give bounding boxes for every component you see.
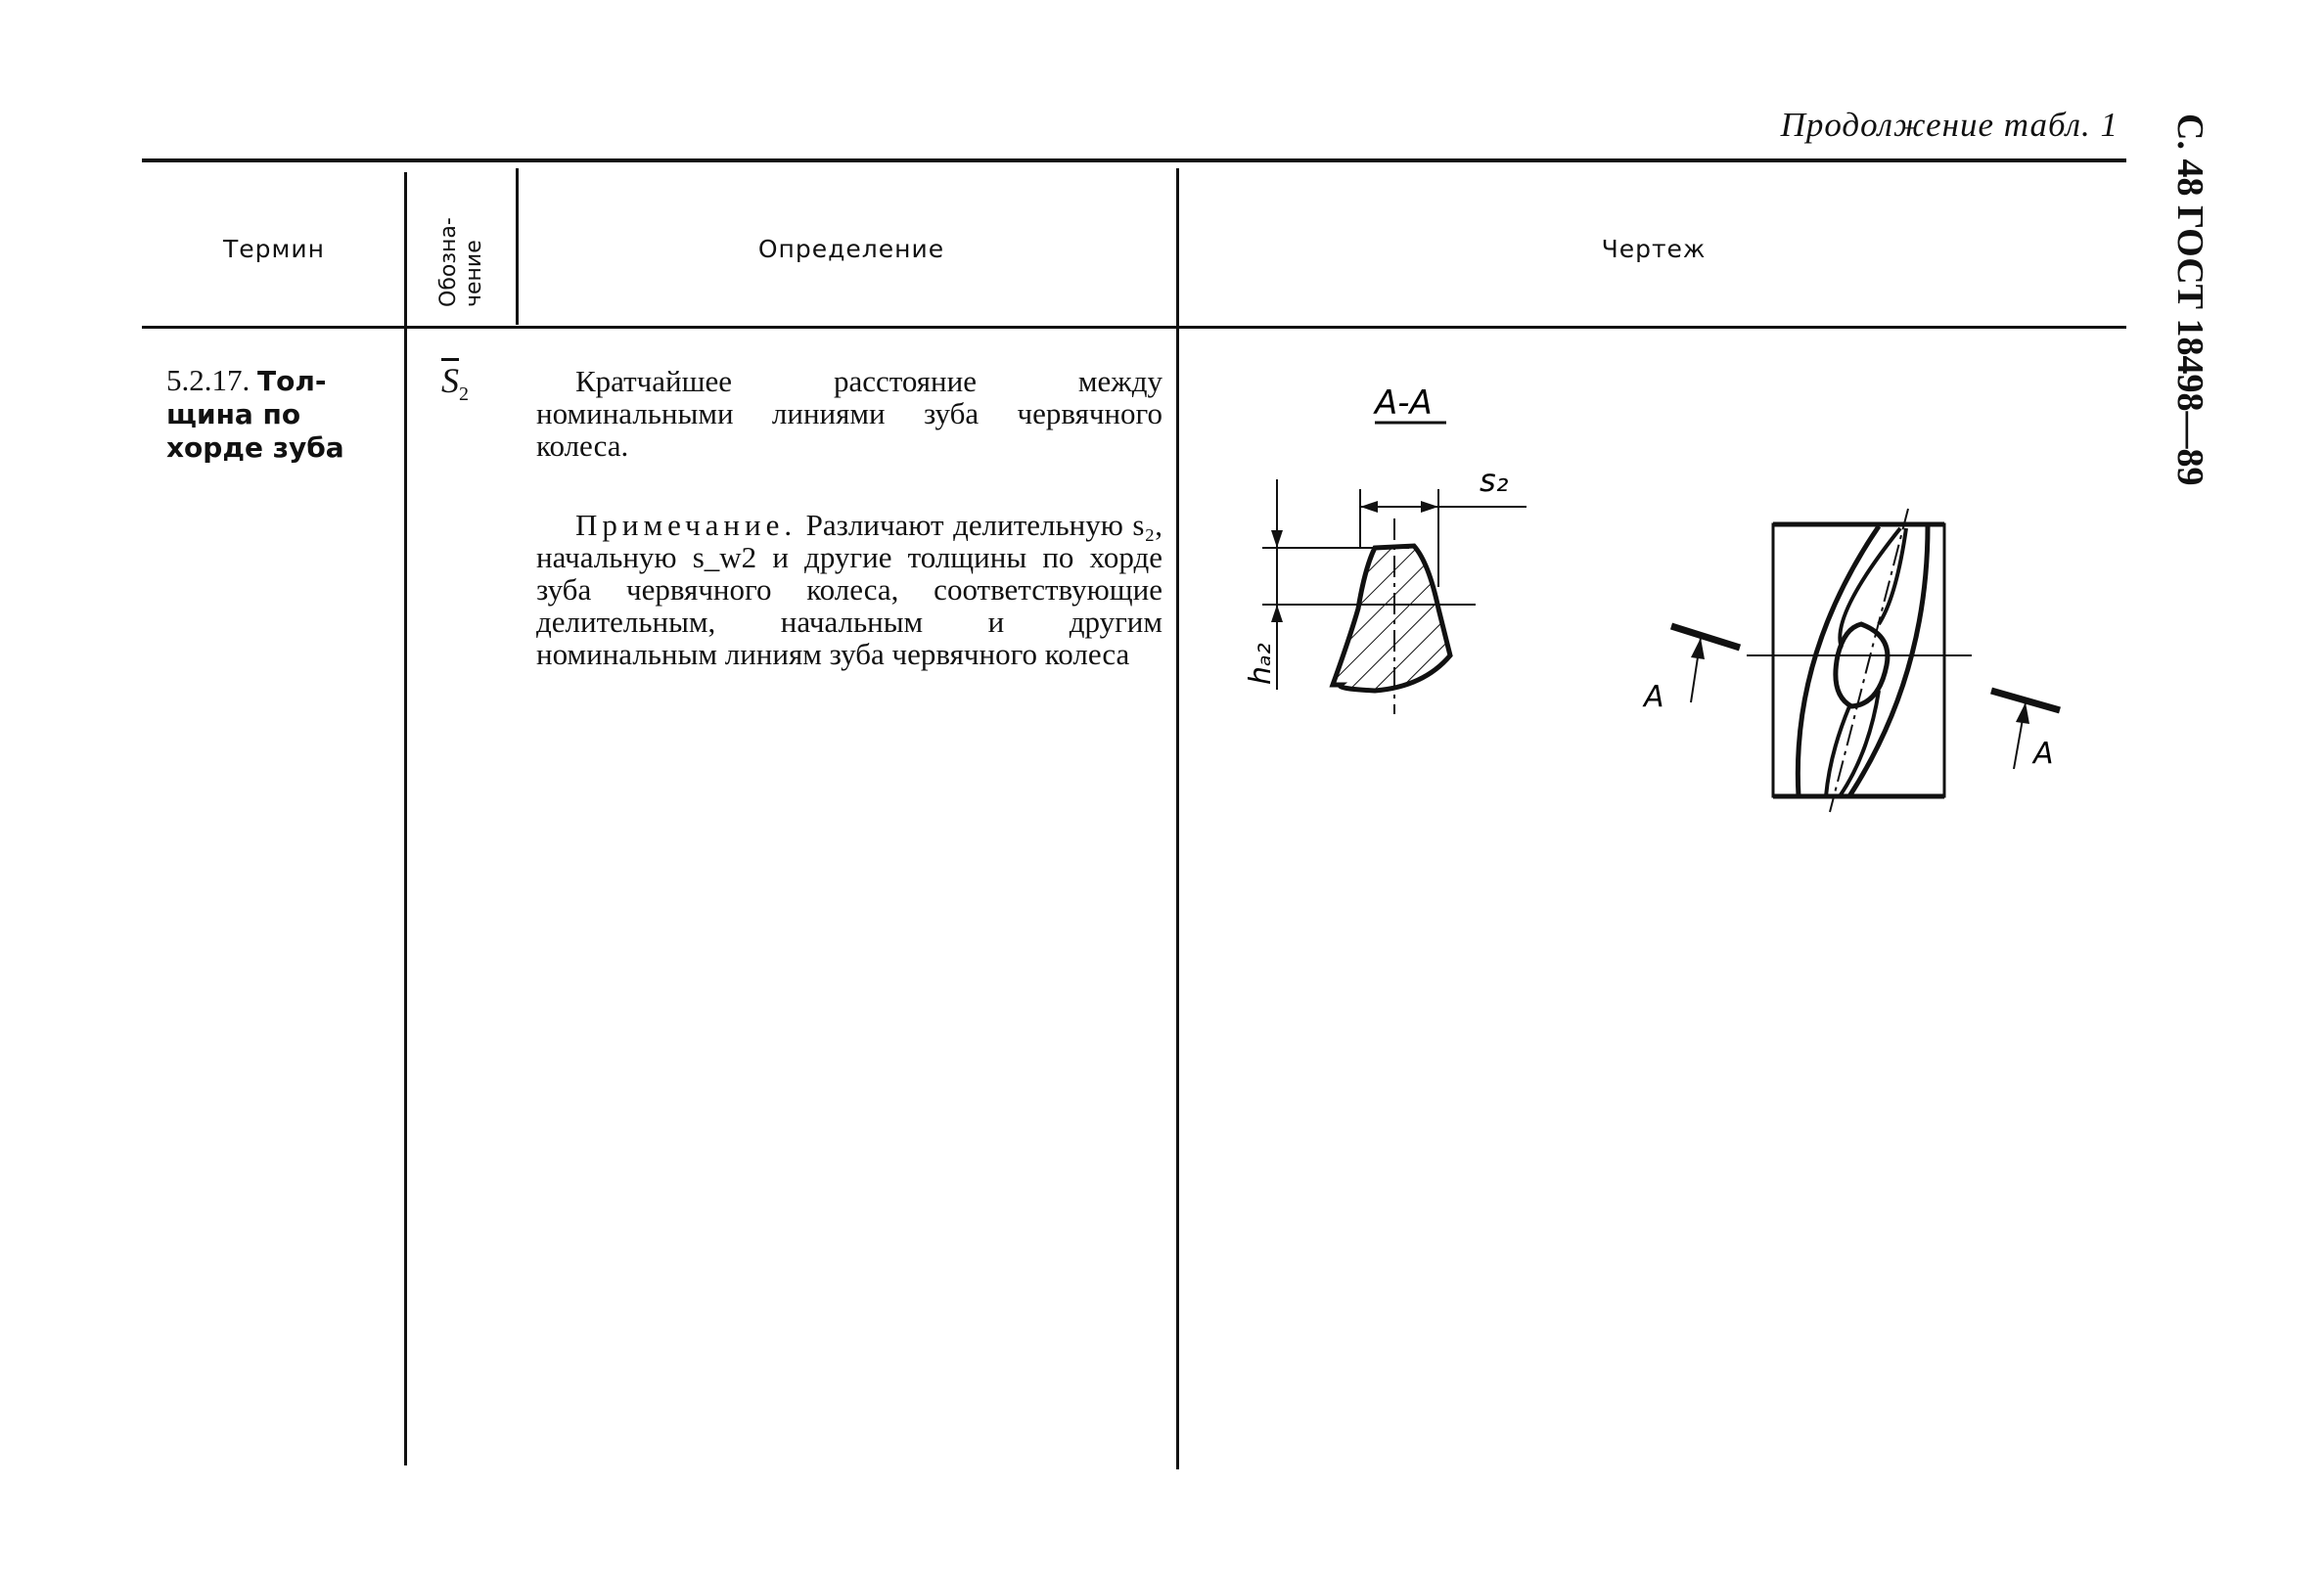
section-label: A-A <box>1375 383 1433 423</box>
s2-label: s₂ <box>1480 462 1509 499</box>
page-side-label: С. 48 ГОСТ 18498—89 <box>2169 113 2210 486</box>
term-name: Толщина по хорде зуба <box>166 365 344 464</box>
note-label: Примечание. <box>575 508 797 542</box>
continuation-label: Продолжение табл. 1 <box>1780 106 2119 144</box>
header-definition: Определение <box>757 235 945 263</box>
definition-note <box>536 509 1162 670</box>
definition-text: Кратчайшее расстояние между номинальными линиями зуба червячного колеса. <box>536 364 1162 463</box>
note-text: Различают делительную s₂, начальную s_w2 и другие толщины по хорде зуба червячного колеса, соответствующие делительным, начальным и другим номинальным линиям зуба червячного колеса <box>536 508 1162 671</box>
term-cell <box>166 364 401 464</box>
cut-mark-left <box>1671 626 1740 648</box>
symbol-cell <box>441 360 469 406</box>
header-term: Термин <box>223 235 325 263</box>
symbol-subscript: 2 <box>459 383 469 406</box>
cut-label-left: A <box>1644 680 1664 714</box>
drawing-figure <box>1204 362 2114 832</box>
s2-arrow-right <box>1421 501 1438 513</box>
cut-arrow-left-head <box>1691 638 1705 659</box>
column-divider-1 <box>404 172 407 1465</box>
symbol-main: $\overline{S}$ <box>441 361 459 400</box>
tooth-section <box>1333 546 1450 691</box>
ha2-label: hₐ₂ <box>1244 643 1278 685</box>
column-divider-3 <box>1176 168 1179 1469</box>
header-drawing: Чертеж <box>1601 235 1707 263</box>
ha2-arrow-top <box>1271 530 1283 548</box>
ha2-arrow-bottom <box>1271 605 1283 622</box>
s2-arrow-left <box>1360 501 1378 513</box>
term-number: 5.2.17. <box>166 363 251 397</box>
table-top-rule <box>142 158 2126 162</box>
cut-arrow-right-head <box>2016 702 2029 724</box>
cut-label-right: A <box>2033 737 2054 771</box>
column-divider-2 <box>516 168 519 325</box>
table-header-rule <box>142 326 2126 329</box>
